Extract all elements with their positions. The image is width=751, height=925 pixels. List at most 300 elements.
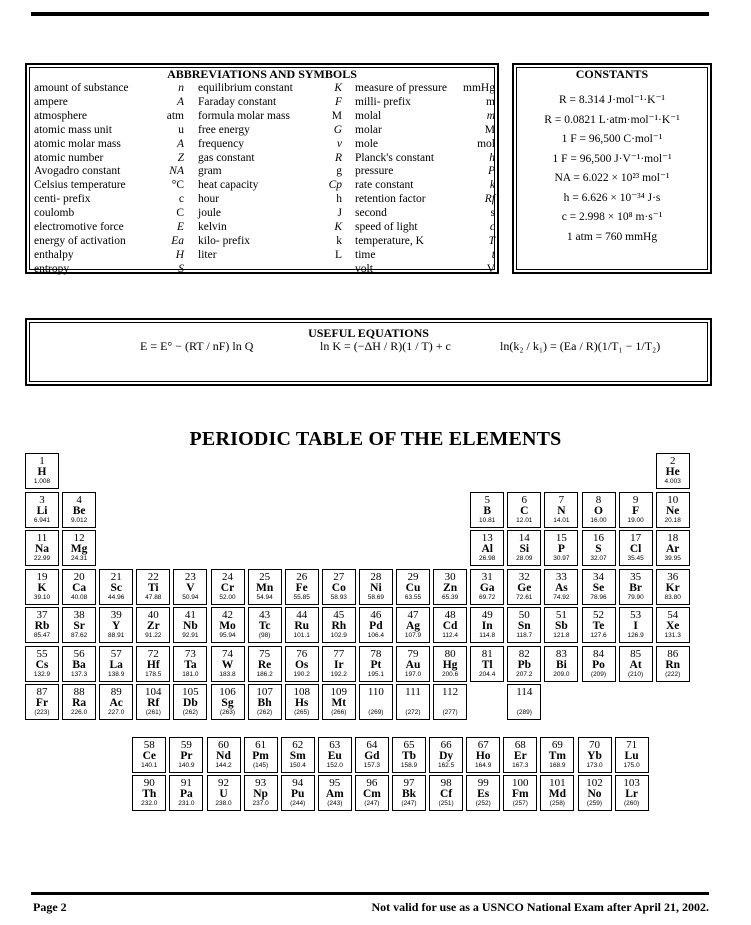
atomic-number: 95 [329,777,341,789]
abbreviation-term: rate constant [355,179,414,192]
element-symbol: Bi [555,658,567,671]
abbreviation-symbol: c [489,221,495,234]
atomic-mass: 197.0 [404,670,422,678]
atomic-mass: (263) [219,709,236,716]
element-cell [322,684,356,720]
abbreviations-title: ABBREVIATIONS AND SYMBOLS [167,67,357,81]
atomic-mass: 150.4 [289,762,306,769]
element-symbol: Ar [665,543,680,555]
element-symbol: Pb [517,658,531,671]
atomic-mass: (269) [368,709,384,716]
atomic-mass: 101.1 [293,632,310,639]
abbreviation-row [198,138,342,152]
atomic-number: 107 [256,686,273,698]
atomic-mass: (265) [294,709,310,716]
atomic-number: 101 [549,777,566,789]
element-cell [169,775,203,811]
atomic-mass: 92.91 [182,632,199,639]
element-cell [578,775,612,811]
abbreviation-symbol: t [491,248,495,261]
abbreviation-term: measure of pressure [355,82,447,94]
abbreviation-symbol: S [178,262,184,275]
element-cell [25,453,59,489]
abbreviation-term: temperature, K [355,234,424,247]
atomic-mass: 50.94 [182,593,199,601]
abbreviation-row [198,165,342,179]
abbreviation-symbol: Z [177,151,184,164]
abbreviation-symbol: V [486,262,495,275]
atomic-number: 67 [477,739,489,751]
abbreviation-row [34,82,184,96]
atomic-mass: 175.0 [623,762,640,769]
abbreviation-row [355,207,495,221]
element-symbol: Kr [665,581,680,594]
element-symbol: Ge [517,581,532,594]
element-symbol: In [481,620,493,632]
atomic-mass: 63.55 [404,593,422,601]
atomic-number: 89 [110,686,122,698]
atomic-number: 71 [626,739,638,751]
element-cell [466,737,500,773]
atomic-number: 99 [477,777,489,789]
atomic-number: 53 [630,609,642,621]
atomic-number: 1 [39,455,45,467]
atomic-mass: 237.0 [252,800,269,807]
element-symbol: Ra [72,697,87,709]
element-symbol: B [483,504,492,517]
element-cell [619,607,653,643]
element-cell [318,775,352,811]
element-cell [173,607,207,643]
atomic-mass: (247) [401,800,417,807]
atomic-mass: 158.9 [400,762,418,769]
element-cell [433,646,467,682]
element-symbol: Am [325,788,344,800]
element-cell [359,646,393,682]
atomic-number: 103 [623,777,640,789]
element-symbol: Pu [290,788,305,800]
abbreviation-row [34,263,184,277]
element-symbol: Pt [370,658,382,671]
element-symbol: Hf [146,658,160,671]
element-symbol: W [221,658,234,671]
element-symbol: Lr [625,788,638,800]
atomic-mass: 72.61 [516,593,533,601]
atomic-number: 10 [667,493,679,506]
atomic-number: 86 [667,647,679,660]
element-symbol: Mt [331,697,347,709]
element-cell [507,684,541,720]
constant-item: R = 8.314 J·mol⁻¹·K⁻¹ [558,94,666,106]
atomic-mass: 78.96 [590,593,607,601]
atomic-mass: 200.6 [441,670,459,678]
atomic-number: 108 [293,686,310,698]
atomic-mass: (209) [590,670,607,678]
atomic-number: 12 [73,532,85,544]
atomic-number: 81 [481,647,493,660]
atomic-number: 8 [595,493,602,506]
element-symbol: Pd [369,620,383,632]
atomic-number: 87 [36,686,48,698]
atomic-mass: 55.85 [293,593,310,601]
atomic-mass: 126.9 [627,632,644,639]
atomic-mass: 6.941 [33,516,51,524]
element-cell [656,569,690,605]
atomic-mass: 192.2 [330,670,347,678]
element-cell [544,569,578,605]
element-symbol: Er [513,750,527,762]
element-symbol: N [557,504,566,517]
atomic-number: 61 [255,739,267,751]
abbreviation-row [355,193,495,207]
element-symbol: Sr [73,620,85,632]
abbreviation-term: atomic mass unit [34,123,112,136]
atomic-number: 111 [405,686,421,698]
atomic-number: 96 [366,777,378,789]
atomic-number: 55 [36,647,48,660]
element-symbol: Cu [405,581,421,594]
element-symbol: Br [629,581,642,594]
atomic-mass: (259) [586,800,603,807]
element-cell [359,607,393,643]
abbreviation-symbol: K [334,221,342,234]
atomic-mass: 137.3 [70,670,88,678]
atomic-mass: 209.0 [553,670,570,678]
abbreviation-symbol: Rf [484,193,495,206]
element-cell [582,569,616,605]
abbreviation-row [198,96,342,110]
atomic-mass: 4.003 [664,478,681,485]
element-symbol: Sb [554,620,568,632]
element-cell [25,569,59,605]
element-cell [433,569,467,605]
abbreviation-symbol: A [176,95,184,108]
abbreviation-row [355,221,495,235]
element-cell [136,646,170,682]
abbreviation-symbol: T [488,234,495,247]
abbreviation-term: molar [355,123,382,136]
abbreviation-row [355,165,495,179]
atomic-mass: (243) [327,800,343,807]
element-cell [355,737,389,773]
element-cell [99,684,133,720]
atomic-mass: 79.90 [627,593,644,601]
element-cell [207,775,241,811]
element-cell [62,684,96,720]
element-cell [25,684,59,720]
element-symbol: Eu [327,750,342,762]
element-symbol [434,698,466,709]
atomic-mass: 140.9 [178,762,195,769]
atomic-mass: 144.2 [215,762,232,769]
abbreviation-row [198,82,342,96]
element-symbol: Si [519,543,530,555]
element-symbol: Co [331,581,346,594]
atomic-number: 57 [110,647,122,660]
element-symbol: Fe [295,581,308,594]
abbreviation-symbol: M [331,109,342,122]
element-symbol: P [557,543,565,555]
atomic-number: 60 [218,739,229,751]
element-cell [470,530,504,566]
abbreviation-term: atomic molar mass [34,137,121,150]
element-cell [322,607,356,643]
atomic-mass: 28.09 [516,555,533,562]
atomic-number: 41 [184,609,196,621]
atomic-mass: 87.62 [70,632,88,639]
abbreviation-symbol: G [333,123,342,136]
element-symbol: Pr [180,750,193,762]
element-symbol [508,698,540,709]
atomic-number: 77 [333,647,345,660]
element-symbol: Hs [294,697,309,709]
element-symbol: Rf [147,697,160,709]
atomic-mass: (223) [34,709,50,716]
atomic-mass: 58.93 [330,593,347,601]
abbreviation-symbol: L [334,248,342,261]
atomic-number: 44 [296,609,308,621]
element-symbol: Cr [220,581,235,594]
atomic-mass: 102.9 [330,632,347,639]
element-symbol: Zn [443,581,458,594]
atomic-number: 106 [219,686,236,698]
atomic-mass: 167.3 [512,762,529,769]
element-cell [503,775,537,811]
atomic-mass: 12.01 [516,516,533,524]
element-symbol: Gd [364,750,380,762]
atomic-number: 78 [370,647,382,660]
atomic-mass: 35.45 [627,555,644,562]
abbreviation-term: molal [355,109,382,122]
abbreviation-row [355,110,495,124]
atomic-mass: 91.22 [145,632,162,639]
element-cell [322,569,356,605]
element-symbol: Fm [511,788,529,800]
equations-box [25,318,712,386]
element-cell [396,569,430,605]
atomic-mass: 14.01 [553,516,570,524]
constant-item: 1 F = 96,500 J·V⁻¹·mol⁻¹ [552,152,672,165]
atomic-number: 90 [143,777,155,789]
element-cell [507,646,541,682]
element-symbol: Rh [331,620,347,632]
abbreviation-row [34,249,184,263]
element-cell [211,684,245,720]
atomic-mass: 1.008 [33,478,51,485]
atomic-number: 36 [667,570,679,583]
atomic-number: 40 [147,609,159,621]
atomic-mass: 52.00 [219,593,236,601]
element-cell [582,607,616,643]
abbreviation-term: milli- prefix [355,95,411,108]
bottom-rule [31,892,709,895]
element-symbol [397,698,429,709]
atomic-mass: 65.39 [441,593,459,601]
element-symbol: Sg [221,697,234,709]
abbreviation-term: joule [198,207,221,220]
element-cell [619,646,653,682]
element-cell [544,530,578,566]
element-cell [211,569,245,605]
element-cell [99,607,133,643]
atomic-number: 73 [184,647,196,660]
atomic-number: 45 [333,609,345,621]
atomic-number: 110 [367,686,384,698]
abbreviations-column-1 [34,82,184,277]
atomic-number: 11 [36,532,48,544]
atomic-number: 79 [407,647,419,660]
atomic-number: 85 [630,647,642,660]
element-symbol: Ir [334,658,344,671]
element-symbol: Mg [70,543,88,555]
element-symbol: Tl [481,658,493,671]
abbreviation-term: speed of light [355,221,418,234]
element-symbol: Tm [548,750,567,762]
abbreviation-row [34,110,184,124]
abbreviation-symbol: K [334,82,342,94]
element-cell [285,569,319,605]
element-cell [25,607,59,643]
atomic-number: 59 [180,739,192,751]
element-cell [578,737,612,773]
atomic-number: 68 [514,739,526,751]
atomic-number: 25 [259,570,271,583]
atomic-number: 82 [518,647,530,660]
element-cell [132,775,166,811]
abbreviation-symbol: m [486,109,495,122]
element-cell [318,737,352,773]
element-cell [355,775,389,811]
element-cell [285,684,319,720]
atomic-mass: 44.96 [108,593,125,601]
element-symbol: Au [405,658,421,671]
element-symbol: Ba [72,658,86,671]
element-symbol: K [37,581,47,594]
atomic-number: 30 [444,570,456,583]
atomic-mass: (260) [624,800,640,807]
element-cell [99,646,133,682]
atomic-mass: 16.00 [590,516,607,524]
equations-title: USEFUL EQUATIONS [308,326,429,340]
element-symbol: Es [477,788,490,800]
atomic-mass: 181.0 [182,670,199,678]
element-symbol: No [587,788,602,800]
element-symbol: S [595,543,602,555]
abbreviation-symbol: n [178,82,184,94]
atomic-number: 21 [110,570,122,583]
abbreviation-term: Celsius temperature [34,179,126,192]
abbreviation-term: coulomb [34,207,75,220]
atomic-mass: (252) [475,800,491,807]
abbreviation-term: retention factor [355,193,426,206]
element-cell [507,569,541,605]
atomic-mass: (289) [516,709,532,716]
atomic-mass: 47.88 [145,593,162,601]
atomic-mass: 19.00 [627,516,644,524]
element-symbol: Lu [624,750,639,762]
atomic-mass: (258) [549,800,565,807]
element-cell [248,607,282,643]
atomic-number: 42 [222,609,233,621]
element-cell [470,607,504,643]
element-cell [619,530,653,566]
element-cell [615,737,649,773]
atomic-number: 50 [518,609,530,621]
element-symbol: Mn [255,581,274,594]
atomic-number: 65 [403,739,415,751]
atomic-number: 114 [516,686,533,698]
element-cell [136,684,170,720]
atomic-mass: 88.91 [108,632,125,639]
abbreviation-symbol: R [334,151,342,164]
abbreviation-symbol: P [487,165,495,178]
element-cell [656,492,690,528]
atomic-number: 72 [147,647,159,660]
atomic-mass: (98) [258,632,271,639]
abbreviation-row [198,221,342,235]
atomic-mass: 190.2 [293,670,310,678]
atomic-mass: 231.0 [178,800,195,807]
atomic-mass: 22.99 [33,555,51,562]
abbreviation-term: second [355,207,387,220]
atomic-number: 4 [76,493,82,506]
atomic-mass: (210) [628,670,644,678]
element-symbol: Hg [442,658,458,671]
abbreviation-term: pressure [355,165,394,178]
atomic-mass: 32.07 [590,555,607,562]
atomic-mass: 69.72 [479,593,496,601]
atomic-mass: 40.08 [70,593,88,601]
atomic-mass: 121.8 [553,632,570,639]
abbreviation-term: kelvin [198,221,227,234]
element-symbol: Bk [401,788,417,800]
atomic-mass: (257) [512,800,528,807]
abbreviation-term: amount of substance [34,82,129,94]
abbreviation-symbol: k [489,179,495,192]
atomic-mass: (272) [405,709,421,716]
atomic-number: 31 [481,570,493,583]
atomic-mass: 58.69 [367,593,385,601]
atomic-number: 66 [440,739,452,751]
atomic-mass: 20.18 [664,516,681,524]
element-symbol: Dy [439,750,454,762]
atomic-number: 109 [330,686,348,698]
element-cell [582,646,616,682]
abbreviation-symbol: Cp [328,179,342,192]
element-cell [173,684,207,720]
element-symbol: Os [294,658,309,671]
atomic-number: 7 [558,493,565,506]
abbreviation-row [355,124,495,138]
atomic-mass: (262) [182,709,198,716]
atomic-number: 62 [292,739,304,751]
atomic-number: 16 [593,532,604,544]
element-symbol: Re [257,658,272,671]
abbreviation-row [355,179,495,193]
atomic-mass: 118.7 [516,632,533,639]
atomic-mass: 183.8 [219,670,236,678]
atomic-number: 105 [182,686,199,698]
element-cell [433,684,467,720]
element-cell [173,646,207,682]
element-cell [62,569,96,605]
atomic-mass: (222) [665,670,681,678]
element-cell [544,646,578,682]
atomic-number: 49 [481,609,493,621]
abbreviation-term: energy of activation [34,234,126,247]
abbreviation-row [355,249,495,263]
element-cell [396,684,430,720]
